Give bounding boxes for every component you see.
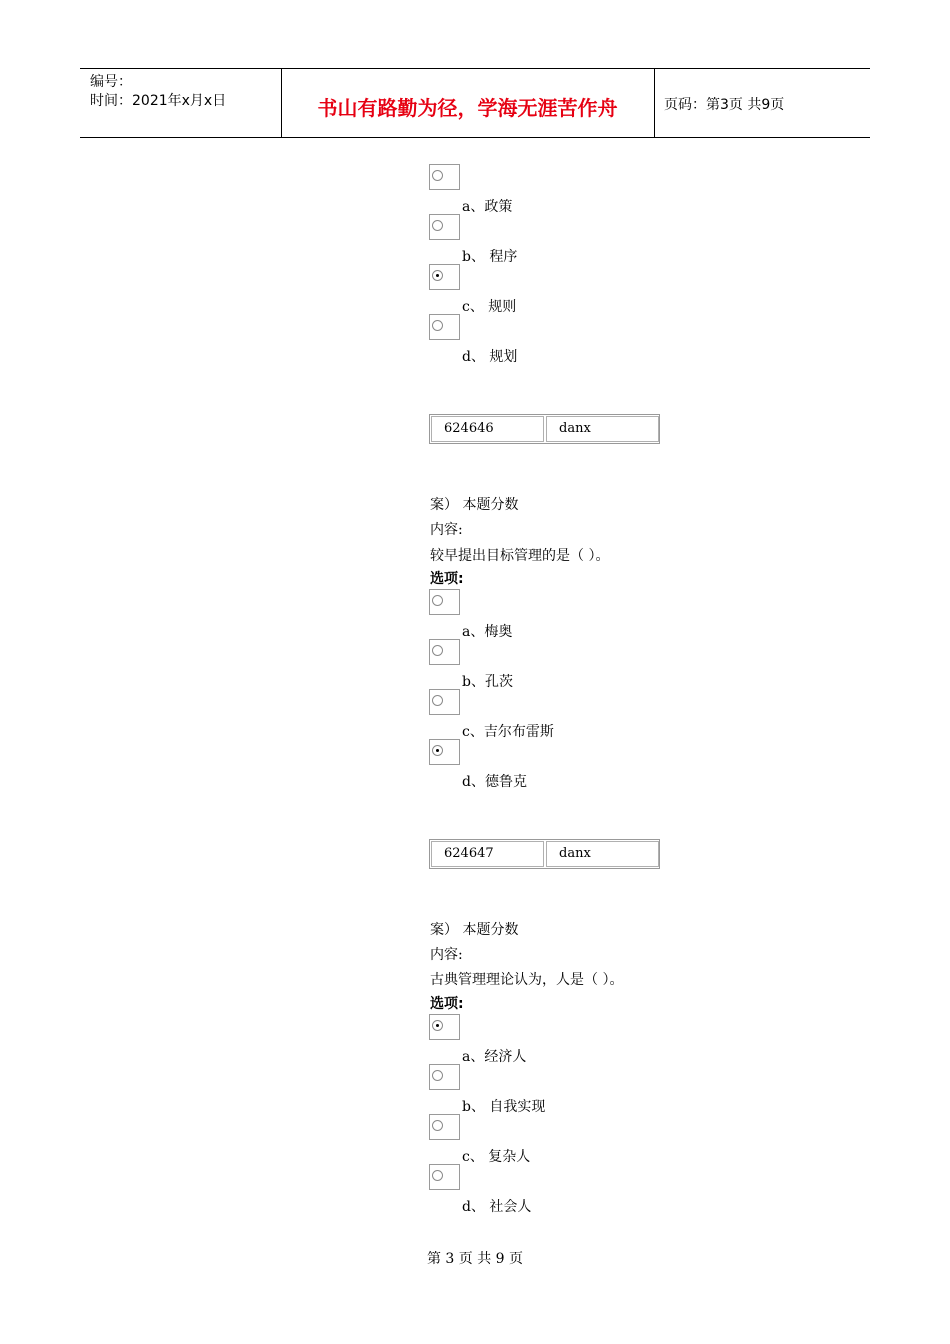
question-text: 古典管理理论认为，人是（ ）。: [430, 972, 624, 988]
radio-option-a[interactable]: [429, 164, 460, 190]
question-id-box: [429, 839, 660, 869]
content-label: 内容:: [430, 947, 463, 963]
options-label: 选项:: [430, 996, 464, 1012]
answer-header: 案） 本题分数: [430, 497, 519, 513]
radio-icon: [432, 1120, 443, 1131]
radio-icon: [432, 645, 443, 656]
radio-option-d[interactable]: [429, 739, 460, 765]
serial-label: 编号：: [90, 74, 132, 90]
radio-option-b[interactable]: [429, 1064, 460, 1090]
radio-option-b[interactable]: [429, 214, 460, 240]
option-label: b、 程序: [462, 249, 518, 265]
radio-icon: [432, 595, 443, 606]
option-label: c、 规则: [462, 299, 517, 315]
question-id: 624646: [431, 416, 544, 442]
page-footer: 第 3 页 共 9 页: [426, 1251, 524, 1267]
option-label: c、吉尔布雷斯: [462, 724, 554, 740]
radio-option-d[interactable]: [429, 314, 460, 340]
header-left-cell: [80, 69, 282, 137]
option-label: a、经济人: [462, 1049, 527, 1065]
question-text: 较早提出目标管理的是（ ）。: [430, 548, 610, 564]
radio-checked-icon: [432, 745, 443, 756]
option-label: d、德鲁克: [462, 774, 527, 790]
radio-option-c[interactable]: [429, 264, 460, 290]
radio-option-c[interactable]: [429, 689, 460, 715]
radio-icon: [432, 695, 443, 706]
header-right-cell: [654, 69, 870, 137]
radio-icon: [432, 220, 443, 231]
radio-icon: [432, 320, 443, 331]
radio-checked-icon: [432, 270, 443, 281]
question-id-box: [429, 414, 660, 444]
options-label: 选项:: [430, 571, 464, 587]
radio-option-a[interactable]: [429, 589, 460, 615]
option-label: a、梅奥: [462, 624, 513, 640]
radio-icon: [432, 1070, 443, 1081]
radio-checked-icon: [432, 1020, 443, 1031]
radio-icon: [432, 1170, 443, 1181]
option-label: a、政策: [462, 199, 513, 215]
radio-option-c[interactable]: [429, 1114, 460, 1140]
header-motto: 书山有路勤为径，学海无涯苦作舟: [317, 96, 618, 120]
option-label: b、 自我实现: [462, 1099, 546, 1115]
option-label: d、 规划: [462, 349, 518, 365]
content-label: 内容:: [430, 522, 463, 538]
date-line: 时间：2021年x月x日: [90, 93, 227, 109]
option-label: b、孔茨: [462, 674, 513, 690]
radio-icon: [432, 170, 443, 181]
question-type: danx: [546, 841, 659, 867]
answer-header: 案） 本题分数: [430, 922, 519, 938]
option-label: d、 社会人: [462, 1199, 532, 1215]
question-id: 624647: [431, 841, 544, 867]
option-label: c、 复杂人: [462, 1149, 531, 1165]
radio-option-d[interactable]: [429, 1164, 460, 1190]
question-type: danx: [546, 416, 659, 442]
radio-option-b[interactable]: [429, 639, 460, 665]
radio-option-a[interactable]: [429, 1014, 460, 1040]
page-header: [80, 68, 870, 138]
header-middle-cell: [281, 69, 655, 137]
header-page-info: 页码：第3页 共9页: [664, 97, 785, 113]
